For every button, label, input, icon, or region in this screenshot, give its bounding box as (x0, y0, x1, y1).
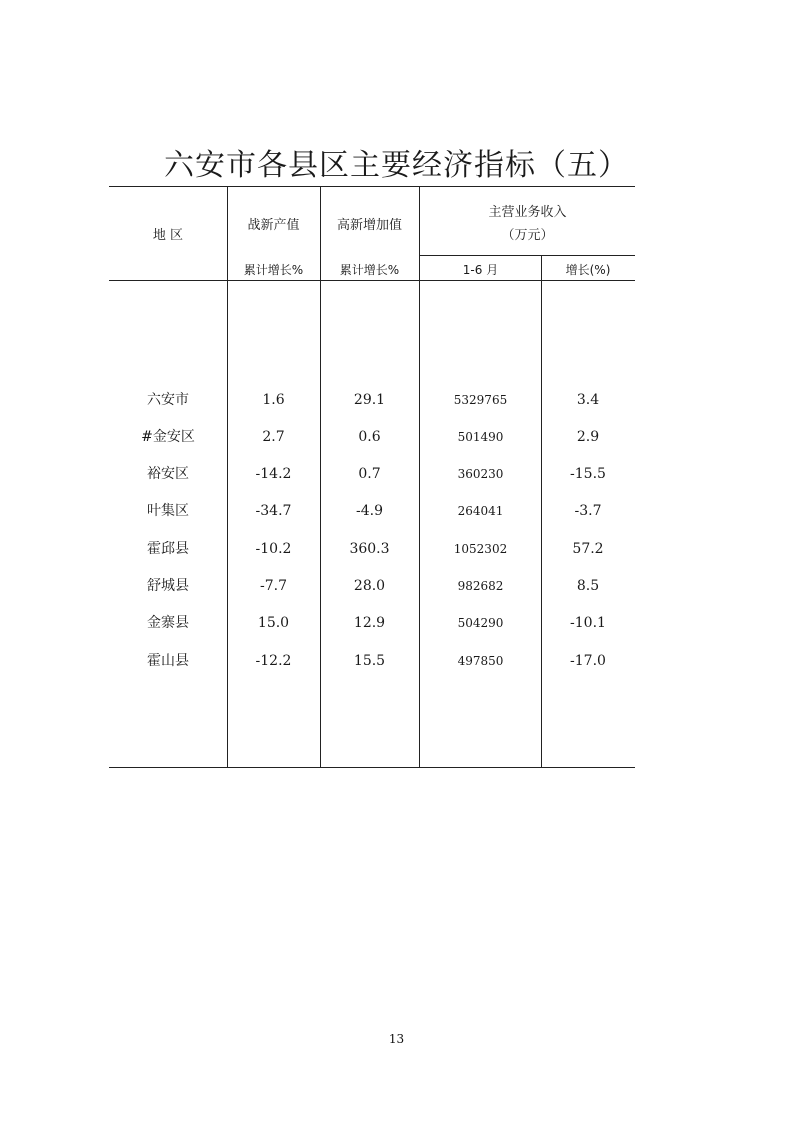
cell-hightech: 0.6 (358, 429, 381, 445)
cell-growth: 8.5 (576, 578, 600, 594)
cell-growth: 57.2 (572, 541, 604, 557)
cell-growth: -10.1 (570, 615, 606, 631)
cell-strategic: -12.2 (255, 653, 292, 669)
cell-hightech: 28.0 (353, 578, 386, 594)
cell-growth: -15.5 (570, 466, 606, 482)
cell-strategic: 2.7 (262, 429, 285, 445)
header-revenue-unit: （万元） (501, 228, 554, 243)
cell-region: 六安市 (147, 392, 189, 408)
header-hightech-value: 高新增加值 (336, 218, 402, 233)
cell-revenue: 501490 (457, 430, 504, 444)
cell-strategic: -34.7 (255, 503, 292, 519)
table-top-rule (109, 186, 635, 187)
cell-growth: 2.9 (576, 429, 600, 445)
cell-strategic: 15.0 (257, 615, 290, 631)
cell-growth: 3.4 (576, 392, 600, 408)
header-bottom-rule (109, 280, 635, 281)
cell-revenue: 497850 (457, 654, 504, 668)
page-number: 13 (388, 1032, 405, 1046)
cell-strategic: -10.2 (255, 541, 292, 557)
cell-region: 叶集区 (147, 503, 189, 519)
header-hightech-value-sub: 累计增长% (339, 263, 400, 277)
cell-revenue: 5329765 (453, 393, 508, 407)
table-bottom-rule (109, 767, 635, 768)
cell-hightech: 0.7 (358, 466, 381, 482)
revenue-sub-rule (420, 255, 635, 256)
header-strategic-output-sub: 累计增长% (243, 263, 304, 277)
cell-hightech: 12.9 (353, 615, 386, 631)
header-strategic-output: 战新产值 (247, 218, 300, 233)
cell-strategic: -14.2 (255, 466, 292, 482)
cell-revenue: 360230 (457, 467, 504, 481)
cell-revenue: 982682 (457, 579, 504, 593)
cell-hightech: -4.9 (356, 503, 383, 519)
cell-region: 裕安区 (147, 466, 189, 482)
cell-strategic: -7.7 (260, 578, 287, 594)
header-revenue-period: 1-6 月 (462, 263, 499, 277)
cell-region: 舒城县 (147, 578, 189, 594)
cell-revenue: 264041 (457, 504, 504, 518)
cell-region: #金安区 (141, 429, 195, 445)
cell-revenue: 1052302 (453, 542, 508, 556)
header-region: 地 区 (152, 228, 184, 243)
cell-hightech: 29.1 (353, 392, 386, 408)
cell-hightech: 15.5 (353, 653, 386, 669)
cell-region: 霍邱县 (147, 541, 189, 557)
cell-strategic: 1.6 (262, 392, 285, 408)
page-title: 六安市各县区主要经济指标（五） (164, 148, 629, 183)
cell-hightech: 360.3 (349, 541, 390, 557)
header-revenue: 主营业务收入 (488, 205, 567, 220)
cell-growth: -17.0 (570, 653, 606, 669)
cell-region: 金寨县 (147, 615, 189, 631)
cell-revenue: 504290 (457, 616, 504, 630)
cell-growth: -3.7 (574, 503, 602, 519)
cell-region: 霍山县 (147, 653, 189, 669)
header-revenue-growth: 增长(%) (565, 263, 611, 277)
